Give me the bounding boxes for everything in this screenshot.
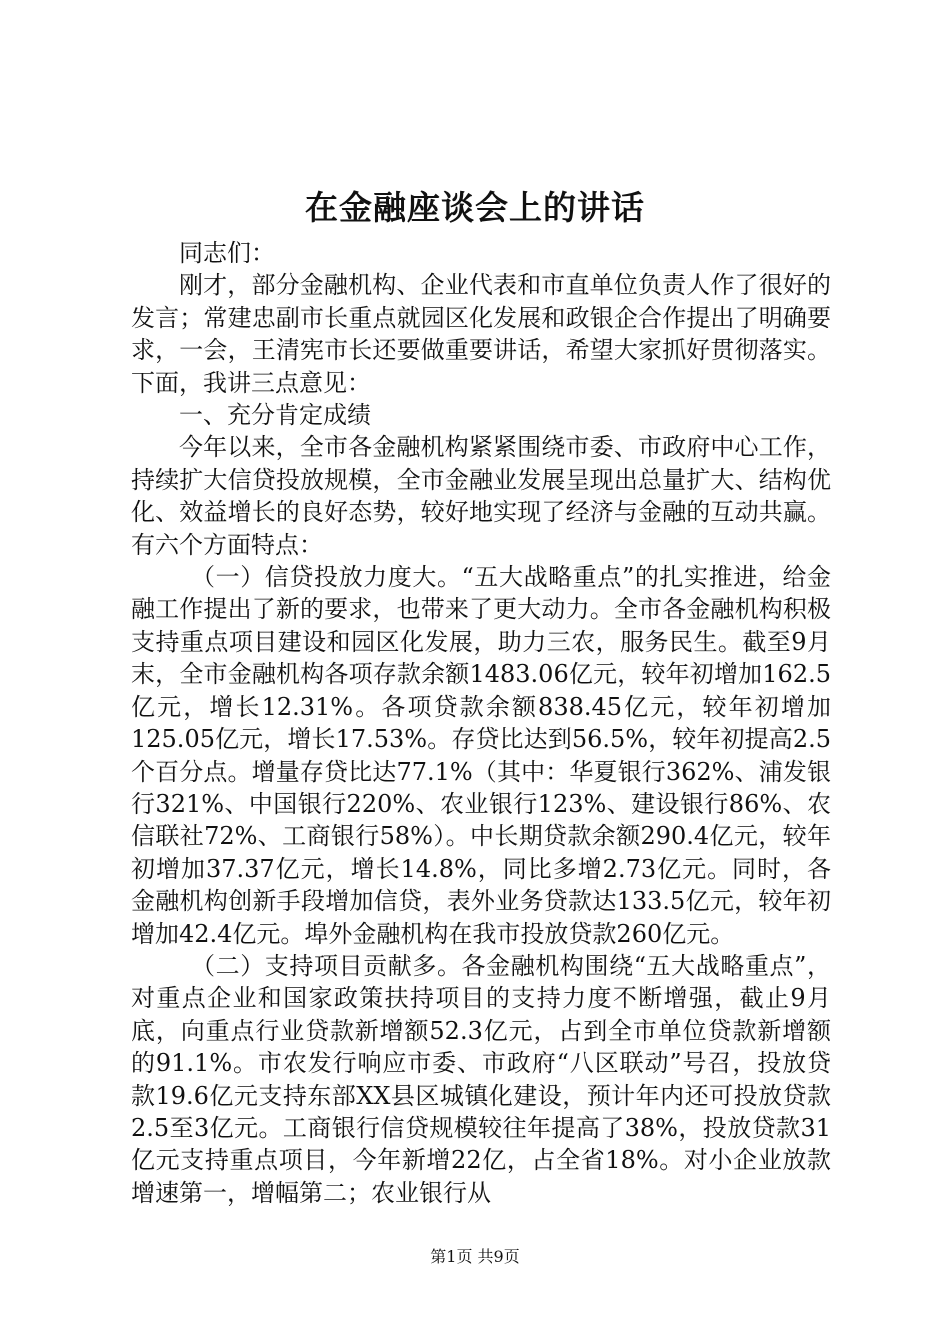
document-body <box>131 237 831 1209</box>
page-footer: 第1页 共9页 <box>430 1247 520 1266</box>
paragraph-point-1: （一）信贷投放力度大。“五大战略重点”的扎实推进，给金融工作提出了新的要求，也带来了更大动力。全市各金融机构积极支持重点项目建设和园区化发展，助力三农，服务民生。截至9月末，全市金融机构各项存款余额1483.06亿元，较年初增加162.5亿元，增长12.31%。各项贷款余额838.45亿元，较年初增加125.05亿元，增长17.53%。存贷比达到56.5%，较年初提高2.5个百分点。增量存贷比达77.1%（其中：华夏银行362%、浦发银行321%、中国银行220%、农业银行123%、建设银行86%、农信联社72%、工商银行58%）。中长期贷款余额290.4亿元，较年初增加37.37亿元，增长14.8%，同比多增2.73亿元。同时，各金融机构创新手段增加信贷，表外业务贷款达133.5亿元，较年初增加42.4亿元。埠外金融机构在我市投放贷款260亿元。 <box>131 563 831 948</box>
document-title: 在金融座谈会上的讲话 <box>305 188 645 227</box>
paragraph-intro: 刚才，部分金融机构、企业代表和市直单位负责人作了很好的发言；常建忠副市长重点就园区化发展和政银企合作提出了明确要求，一会，王清宪市长还要做重要讲话，希望大家抓好贯彻落实。下面，我讲三点意见： <box>131 271 831 397</box>
paragraph-overview: 今年以来，全市各金融机构紧紧围绕市委、市政府中心工作，持续扩大信贷投放规模，全市金融业发展呈现出总量扩大、结构优化、效益增长的良好态势，较好地实现了经济与金融的互动共赢。有六个方面特点： <box>131 433 831 559</box>
section-heading-1: 一、充分肯定成绩 <box>179 401 371 430</box>
paragraph-point-2: （二）支持项目贡献多。各金融机构围绕“五大战略重点”，对重点企业和国家政策扶持项目的支持力度不断增强，截止9月底，向重点行业贷款新增额52.3亿元，占到全市单位贷款新增额的91.1%。市农发行响应市委、市政府“八区联动”号召，投放贷款19.6亿元支持东部XX县区城镇化建设，预计年内还可投放贷款2.5至3亿元。工商银行信贷规模较往年提高了38%，投放贷款31亿元支持重点项目，今年新增22亿，占全省18%。对小企业放款增速第一，增幅第二；农业银行从 <box>131 951 831 1207</box>
salutation: 同志们： <box>179 239 275 267</box>
